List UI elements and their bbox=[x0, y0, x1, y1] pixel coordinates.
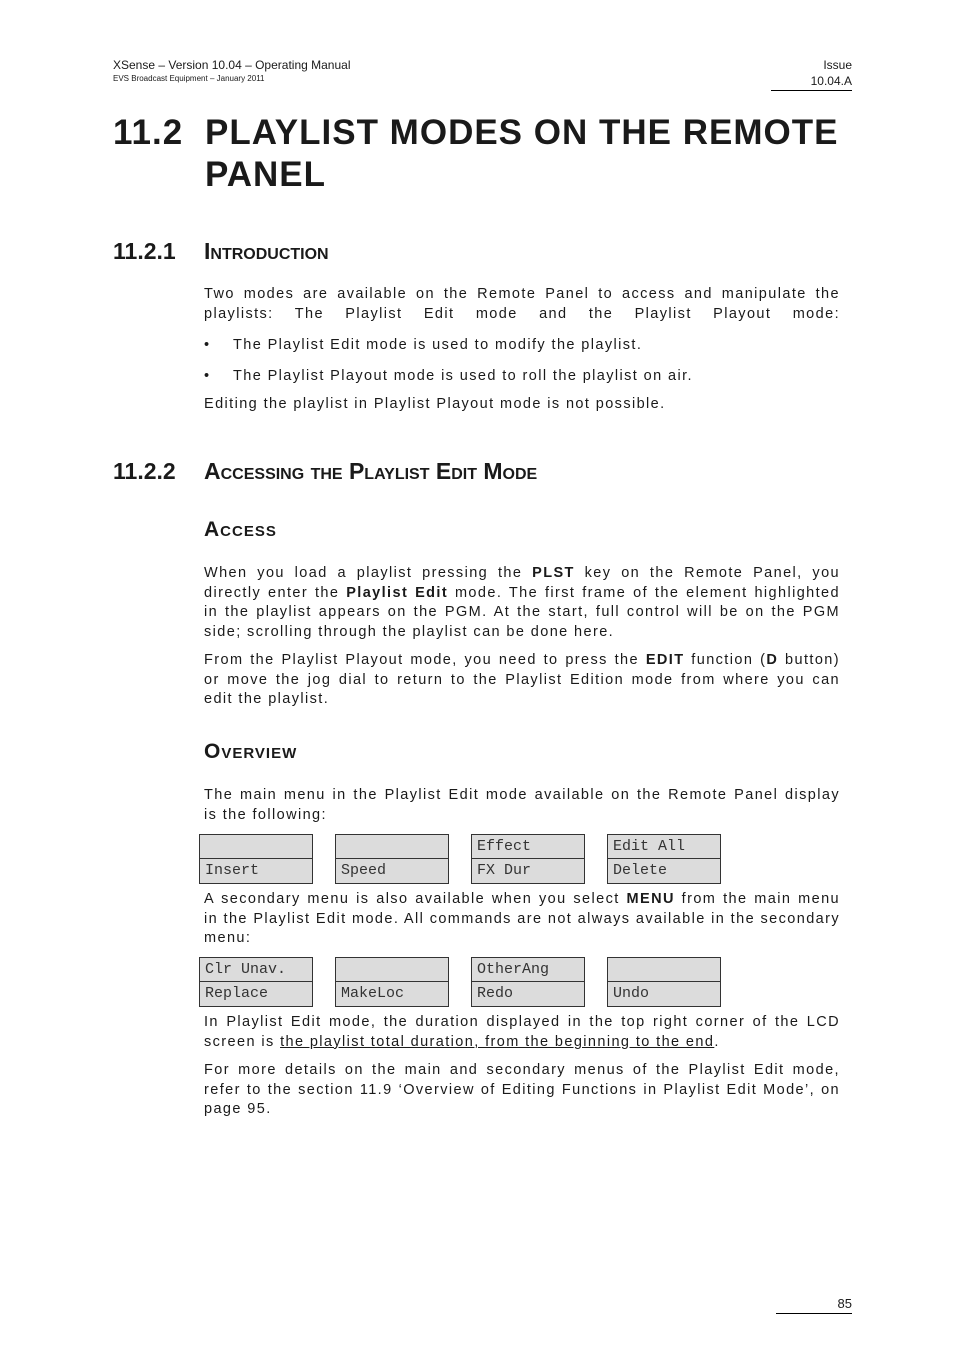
mode-name: Playlist Edit bbox=[346, 584, 449, 601]
list-item bbox=[204, 367, 693, 386]
lcd-secondary-menu-2 bbox=[335, 957, 449, 1007]
subsection-number: 11.2.2 bbox=[113, 458, 176, 484]
text-run: From the Playlist Playout mode, you need to press the bbox=[204, 652, 646, 668]
button-name: D bbox=[766, 652, 779, 668]
heading-access: Access bbox=[204, 518, 277, 541]
lcd-cell-bottom: Insert bbox=[199, 859, 313, 884]
text-run: In Playlist Edit mode, the duration displayed in the top right corner of the LCD screen is bbox=[204, 1014, 840, 1050]
lcd-main-menu-4 bbox=[607, 834, 721, 884]
text-run: A secondary menu is also available when you select bbox=[204, 891, 627, 907]
subsection-title: Accessing the Playlist Edit Mode bbox=[204, 458, 538, 484]
issue-label: Issue bbox=[823, 58, 852, 72]
page-number: 85 bbox=[776, 1295, 852, 1314]
function-name: EDIT bbox=[645, 652, 685, 668]
text-run: When you load a playlist pressing the bbox=[204, 565, 533, 581]
overview-paragraph-4: For more details on the main and secondary menus of the Playlist Edit mode, refer to the section 11.9 ‘Overview of Editing Functions in Playlist Edit Mode’, on page 95. bbox=[204, 1062, 840, 1117]
lcd-cell-top: Clr Unav. bbox=[199, 957, 313, 982]
lcd-secondary-menu-1 bbox=[199, 957, 313, 1007]
lcd-cell-top bbox=[335, 957, 449, 982]
lcd-secondary-menu-3 bbox=[471, 957, 585, 1007]
issue-block bbox=[771, 57, 852, 91]
lcd-cell-bottom: FX Dur bbox=[471, 859, 585, 884]
subsection-heading-accessing bbox=[113, 457, 537, 485]
lcd-cell-bottom: Redo bbox=[471, 982, 585, 1007]
section-number: 11.2 bbox=[113, 113, 184, 152]
access-paragraph-1 bbox=[204, 564, 840, 642]
document-subtitle: EVS Broadcast Equipment – January 2011 bbox=[113, 74, 265, 83]
intro-paragraph: Two modes are available on the Remote Panel to access and manipulate the playlists: The Playlist Edit mode and the Playlist Playout mode: bbox=[204, 286, 840, 322]
list-item bbox=[204, 336, 642, 355]
overview-paragraph-1: The main menu in the Playlist Edit mode available on the Remote Panel display is the following: bbox=[204, 787, 840, 823]
lcd-cell-top: Edit All bbox=[607, 834, 721, 859]
lcd-secondary-menu-4 bbox=[607, 957, 721, 1007]
lcd-cell-top bbox=[607, 957, 721, 982]
text-run: mode. The first frame of the element highlighted in the playlist appears on the PGM. At the start, full control will be on the PGM side; scrolling through the playlist can be done here. bbox=[204, 584, 840, 640]
lcd-cell-bottom: MakeLoc bbox=[335, 982, 449, 1007]
lcd-cell-top: Effect bbox=[471, 834, 585, 859]
access-paragraph-2 bbox=[204, 651, 840, 710]
lcd-cell-bottom: Undo bbox=[607, 982, 721, 1007]
lcd-cell-top: OtherAng bbox=[471, 957, 585, 982]
overview-paragraph-3 bbox=[204, 1013, 840, 1052]
text-run: key on the Remote Panel, you directly enter the bbox=[204, 565, 840, 601]
intro-note: Editing the playlist in Playlist Playout mode is not possible. bbox=[204, 396, 666, 412]
subsection-number: 11.2.1 bbox=[113, 238, 176, 264]
section-title-line1: PLAYLIST MODES ON THE REMOTE bbox=[205, 113, 839, 152]
list-item-text: The Playlist Playout mode is used to roll the playlist on air. bbox=[233, 368, 693, 384]
subsection-title: Introduction bbox=[204, 238, 329, 264]
bullet-icon: • bbox=[204, 337, 211, 353]
page-header bbox=[113, 57, 351, 84]
menu-key-name: MENU bbox=[626, 891, 675, 907]
list-item-text: The Playlist Edit mode is used to modify the playlist. bbox=[233, 337, 643, 353]
lcd-main-menu-1 bbox=[199, 834, 313, 884]
text-run: button) or move the jog dial to return to the Playlist Edition mode from where you can edit the playlist. bbox=[204, 652, 840, 707]
section-heading bbox=[113, 112, 838, 196]
section-title-line2: PANEL bbox=[205, 155, 327, 194]
lcd-cell-top bbox=[335, 834, 449, 859]
text-run: from the main menu in the Playlist Edit mode. All commands are not always available in the secondary menu: bbox=[204, 891, 840, 946]
text-run: . bbox=[714, 1033, 720, 1050]
subsection-heading-introduction bbox=[113, 237, 329, 265]
underlined-text: the playlist total duration, from the beginning to the end bbox=[280, 1033, 715, 1050]
issue-value: 10.04.A bbox=[810, 74, 852, 88]
lcd-cell-bottom: Replace bbox=[199, 982, 313, 1007]
lcd-cell-bottom: Delete bbox=[607, 859, 721, 884]
key-name: PLST bbox=[532, 565, 575, 581]
lcd-main-menu-2 bbox=[335, 834, 449, 884]
lcd-cell-bottom: Speed bbox=[335, 859, 449, 884]
heading-overview: Overview bbox=[204, 740, 298, 763]
text-run: function ( bbox=[684, 652, 767, 668]
lcd-cell-top bbox=[199, 834, 313, 859]
document-title: XSense – Version 10.04 – Operating Manual bbox=[113, 58, 351, 72]
bullet-icon: • bbox=[204, 368, 211, 384]
overview-paragraph-2 bbox=[204, 890, 840, 949]
lcd-main-menu-3 bbox=[471, 834, 585, 884]
